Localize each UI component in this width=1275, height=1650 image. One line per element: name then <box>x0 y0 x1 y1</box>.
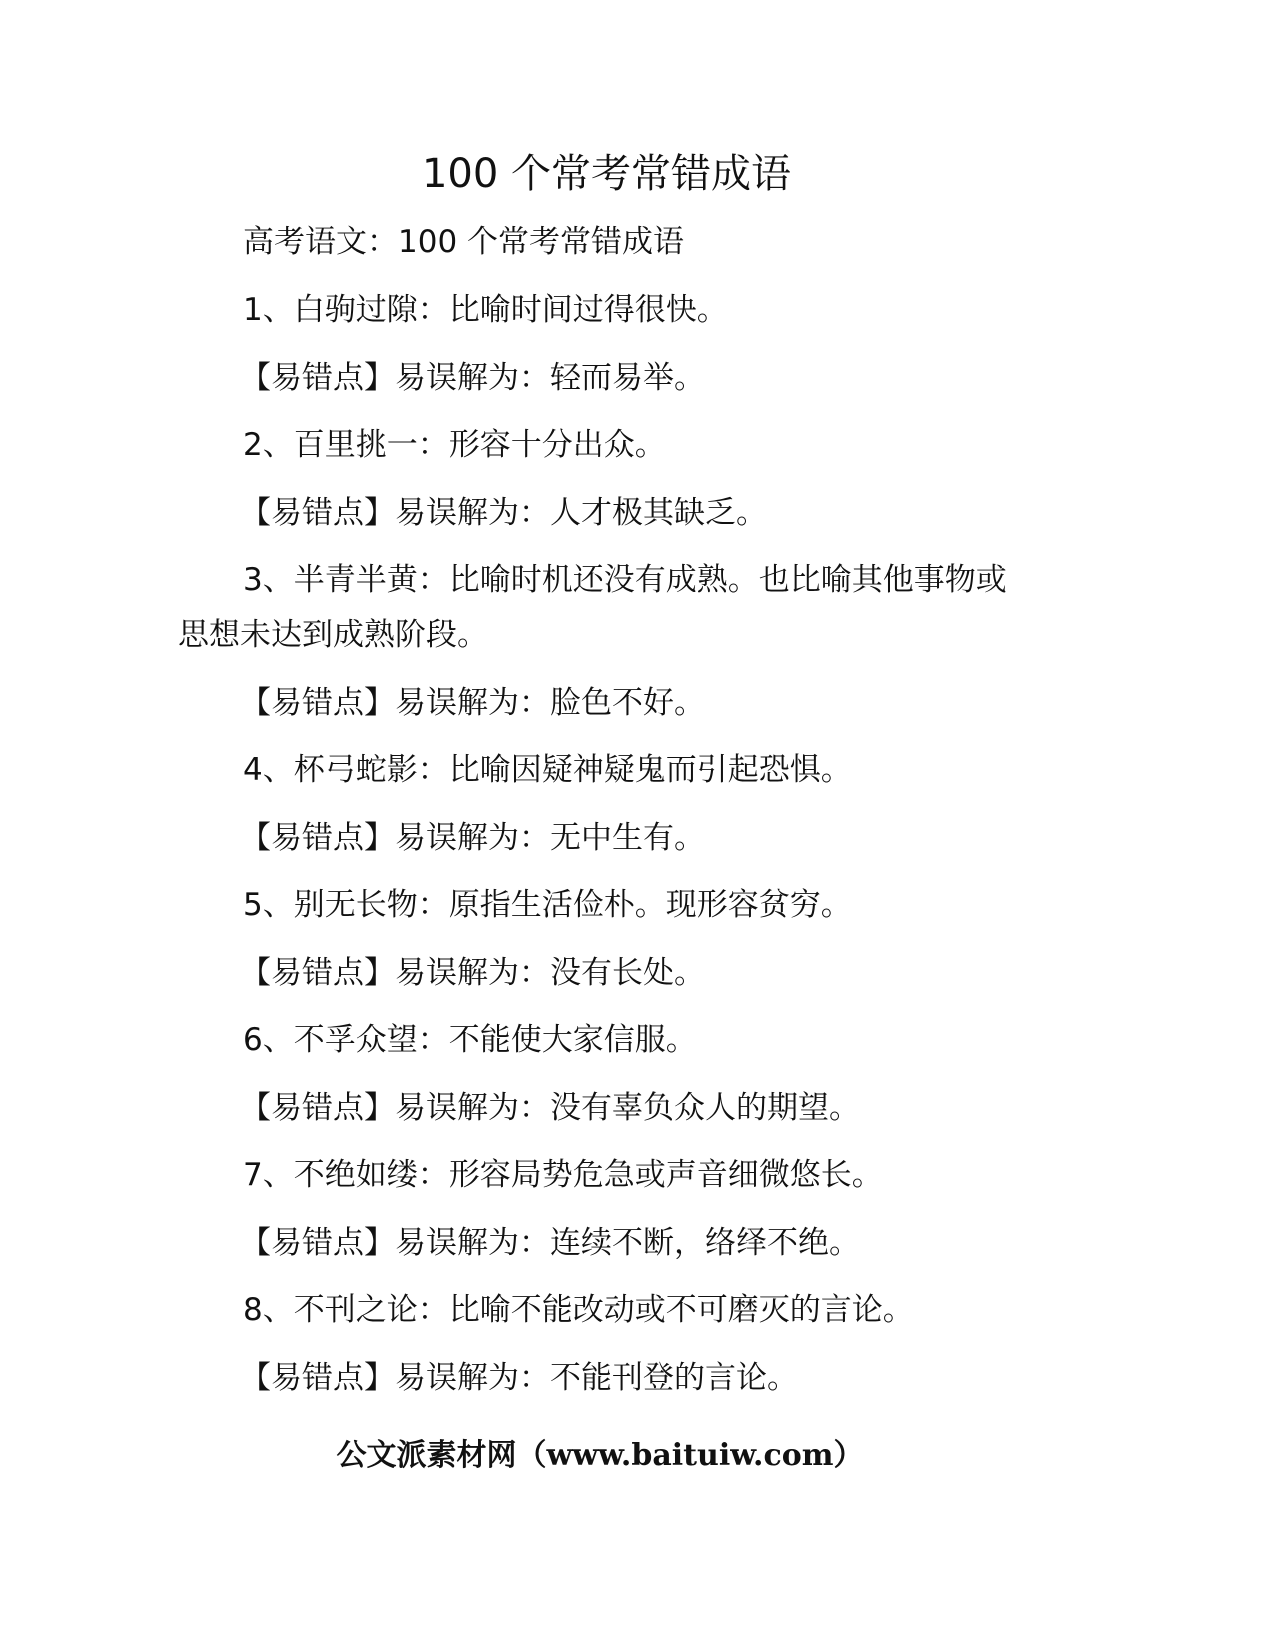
idiom-entry-6: 6、不孚众望：不能使大家信服。 <box>243 1022 697 1058</box>
subtitle: 高考语文：100 个常考常错成语 <box>243 224 685 260</box>
error-point-5: 【易错点】易误解为：没有长处。 <box>240 955 705 991</box>
footer-source: 公文派素材网（www.baituiw.com） <box>336 1438 864 1473</box>
idiom-entry-5: 5、别无长物：原指生活俭朴。现形容贫穷。 <box>243 887 852 923</box>
page-title: 100 个常考常错成语 <box>421 151 792 197</box>
error-point-8: 【易错点】易误解为：不能刊登的言论。 <box>240 1360 798 1396</box>
idiom-entry-8: 8、不刊之论：比喻不能改动或不可磨灭的言论。 <box>243 1292 914 1328</box>
error-point-4: 【易错点】易误解为：无中生有。 <box>240 820 705 856</box>
idiom-entry-4: 4、杯弓蛇影：比喻因疑神疑鬼而引起恐惧。 <box>243 752 852 788</box>
error-point-3: 【易错点】易误解为：脸色不好。 <box>240 685 705 721</box>
idiom-entry-3-continued: 思想未达到成熟阶段。 <box>178 617 488 653</box>
idiom-entry-3: 3、半青半黄：比喻时机还没有成熟。也比喻其他事物或 <box>243 562 1007 598</box>
idiom-entry-1: 1、白驹过隙：比喻时间过得很快。 <box>243 292 728 328</box>
error-point-7: 【易错点】易误解为：连续不断，络绎不绝。 <box>240 1225 860 1261</box>
idiom-entry-7: 7、不绝如缕：形容局势危急或声音细微悠长。 <box>243 1157 883 1193</box>
idiom-entry-2: 2、百里挑一：形容十分出众。 <box>243 427 666 463</box>
error-point-6: 【易错点】易误解为：没有辜负众人的期望。 <box>240 1090 860 1126</box>
error-point-1: 【易错点】易误解为：轻而易举。 <box>240 360 705 396</box>
error-point-2: 【易错点】易误解为：人才极其缺乏。 <box>240 495 767 531</box>
